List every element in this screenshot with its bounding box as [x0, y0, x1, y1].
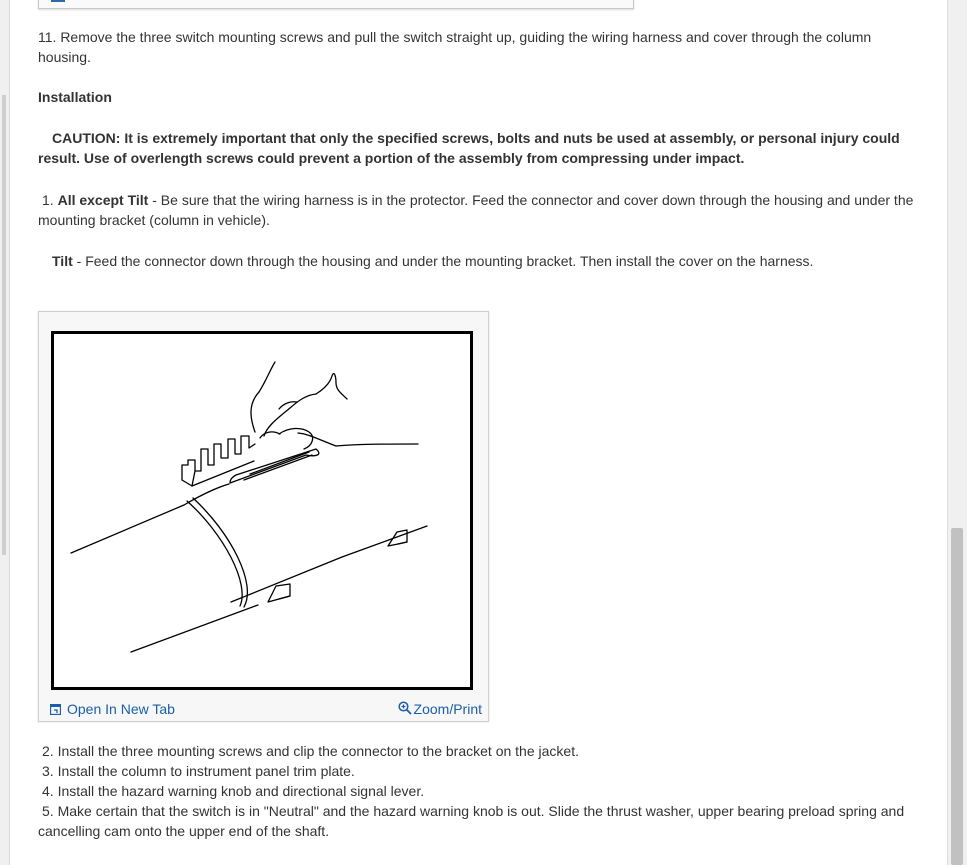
open-new-tab-icon [50, 700, 61, 720]
install-step-3: 3. Install the column to instrument panel trim plate. [42, 763, 355, 779]
document-page [10, 0, 948, 865]
figure-frame [51, 331, 473, 690]
steering-column-illustration [54, 334, 470, 687]
previous-figure-footer [38, 0, 634, 9]
install-step-5: 5. Make certain that the switch is in "Neutral" and the hazard warning knob is out. Slide the thrust washer, upper bearing preload spring and cancelling cam onto the upper end of the shaft. [38, 803, 905, 839]
zoom-magnifier-icon [398, 700, 412, 720]
zoom-print-label[interactable]: Zoom/Print [413, 701, 482, 717]
step-11: 11. Remove the three switch mounting screws and pull the switch straight up, guiding the wiring harness and cover through the column housing. [38, 29, 872, 65]
switch-installation-figure [38, 311, 489, 722]
figure-footer [39, 696, 488, 720]
previous-figure-link[interactable] [51, 0, 65, 2]
tilt-instruction: Tilt - Feed the connector down through the housing and under the mounting bracket. Then install the cover on the harness. [52, 253, 814, 269]
caution-note: CAUTION: It is extremely important that only the specified screws, bolts and nuts be used at assembly, or personal injury could result. Use of overlength screws could prevent a portion of the assembly from compressing under impact. [38, 130, 900, 166]
scrollbar-thumb[interactable] [951, 528, 963, 865]
open-new-tab-label[interactable]: Open In New Tab [67, 701, 175, 717]
left-scrollbar-thumb[interactable] [2, 95, 6, 555]
install-step-1: 1. All except Tilt - Be sure that the wiring harness is in the protector. Feed the connector and cover down through the housing and under the mounting bracket (column in vehicle). [38, 192, 914, 228]
installation-heading: Installation [38, 89, 112, 105]
install-step-2: 2. Install the three mounting screws and clip the connector to the bracket on the jacket. [42, 743, 579, 759]
vertical-scrollbar[interactable] [947, 0, 967, 865]
left-scrollbar[interactable] [0, 0, 10, 865]
open-new-tab-link[interactable] [50, 699, 175, 720]
install-step-4: 4. Install the hazard warning knob and directional signal lever. [42, 783, 425, 799]
zoom-print-link[interactable] [398, 699, 482, 720]
